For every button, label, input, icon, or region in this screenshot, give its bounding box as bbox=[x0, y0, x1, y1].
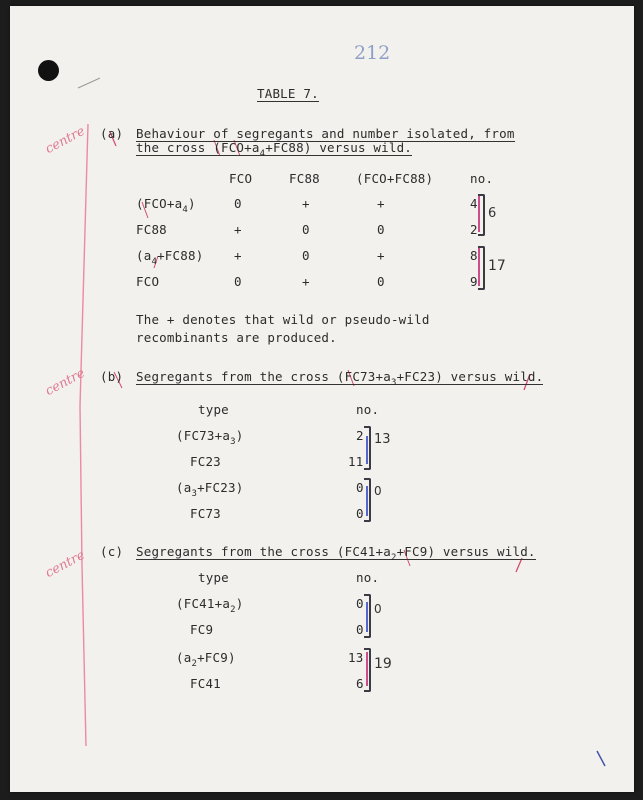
pen-mark bbox=[366, 436, 368, 464]
section-b-label: (b) bbox=[100, 369, 124, 384]
table-row-a4-no: 9 bbox=[470, 274, 478, 289]
section-b-heading: Segregants from the cross $(FC73+a_3+FC23)$ versus wild. bbox=[136, 369, 544, 388]
table-row-a2-v1: + bbox=[234, 222, 242, 237]
margin-note-b: centre bbox=[42, 365, 88, 399]
brace-total-b2: 0 bbox=[374, 484, 382, 498]
table-row-c2-name: FC9 bbox=[190, 622, 214, 637]
table-row-c4-name: FC41 bbox=[190, 676, 221, 691]
margin-note-a: centre bbox=[42, 123, 88, 157]
table-title: TABLE 7. bbox=[257, 86, 319, 101]
table-row-c3-name: $(a_2+FC9)$ bbox=[176, 650, 236, 669]
table-row-b3-no: 0 bbox=[356, 480, 364, 495]
table-row-a3-v3: + bbox=[377, 248, 385, 263]
table-row-a1-v2: + bbox=[302, 196, 310, 211]
pen-mark bbox=[366, 602, 368, 632]
table-row-a4-v3: 0 bbox=[377, 274, 385, 289]
col-header-fco-fc88: (FCO+FC88) bbox=[356, 171, 434, 186]
table-row-b3-name: $(a_3+FC23)$ bbox=[176, 480, 244, 499]
col-header-no-c: no. bbox=[356, 570, 380, 585]
table-row-c3-no: 13 bbox=[348, 650, 364, 665]
table-row-b1-no: 2 bbox=[356, 428, 364, 443]
brace-total-c2: 19 bbox=[374, 656, 392, 672]
table-row-b2-no: 11 bbox=[348, 454, 364, 469]
table-row-a4-v1: 0 bbox=[234, 274, 242, 289]
editor-markup bbox=[10, 6, 634, 792]
section-a-heading-2: the cross $(FCO+a_4+FC88)$ versus wild. bbox=[136, 140, 413, 159]
table-row-a3-no: 8 bbox=[470, 248, 478, 263]
table-row-a3-v1: + bbox=[234, 248, 242, 263]
table-row-a3-v2: 0 bbox=[302, 248, 310, 263]
table-row-b1-name: $(FC73+a_3)$ bbox=[176, 428, 244, 447]
note-line-1: The + denotes that wild or pseudo-wild bbox=[136, 312, 430, 327]
col-header-fc88: FC88 bbox=[289, 171, 320, 186]
brace-total-b1: 13 bbox=[374, 432, 391, 447]
col-header-fco: FCO bbox=[229, 171, 253, 186]
table-row-c1-name: $(FC41+a_2)$ bbox=[176, 596, 244, 615]
margin-note-c: centre bbox=[42, 547, 88, 581]
col-header-type-c: type bbox=[198, 570, 229, 585]
table-row-a2-v2: 0 bbox=[302, 222, 310, 237]
brace-total-a2: 17 bbox=[488, 258, 506, 274]
section-a-label: (a) bbox=[100, 126, 124, 141]
pen-mark bbox=[366, 486, 368, 516]
page-number: 212 bbox=[354, 42, 391, 64]
col-header-no: no. bbox=[470, 171, 494, 186]
pen-mark bbox=[366, 652, 368, 686]
section-a-heading-1: Behaviour of segregants and number isolated, from bbox=[136, 126, 515, 141]
pen-mark bbox=[478, 196, 480, 232]
table-row-c2-no: 0 bbox=[356, 622, 364, 637]
table-row-a1-name: $(FCO+a_4)$ bbox=[136, 196, 196, 215]
table-row-a4-name: FCO bbox=[136, 274, 160, 289]
note-line-2: recombinants are produced. bbox=[136, 330, 337, 345]
col-header-no-b: no. bbox=[356, 402, 380, 417]
table-row-b4-no: 0 bbox=[356, 506, 364, 521]
table-row-a2-name: FC88 bbox=[136, 222, 167, 237]
col-header-type-b: type bbox=[198, 402, 229, 417]
table-row-a1-v1: 0 bbox=[234, 196, 242, 211]
brace-total-c1: 0 bbox=[374, 602, 382, 616]
table-row-b2-name: FC23 bbox=[190, 454, 221, 469]
table-row-c1-no: 0 bbox=[356, 596, 364, 611]
section-c-heading: Segregants from the cross $(FC41+a_2+FC9)$ versus wild. bbox=[136, 544, 536, 563]
table-row-c4-no: 6 bbox=[356, 676, 364, 691]
table-row-b4-name: FC73 bbox=[190, 506, 221, 521]
brace-total-a1: 6 bbox=[488, 206, 497, 221]
table-row-a3-name: $(a_4+FC88)$ bbox=[136, 248, 204, 267]
table-row-a1-no: 4 bbox=[470, 196, 478, 211]
table-row-a1-v3: + bbox=[377, 196, 385, 211]
pen-mark bbox=[478, 248, 480, 286]
section-c-label: (c) bbox=[100, 544, 124, 559]
document-page bbox=[10, 6, 634, 792]
table-row-a2-v3: 0 bbox=[377, 222, 385, 237]
table-row-a2-no: 2 bbox=[470, 222, 478, 237]
table-row-a4-v2: + bbox=[302, 274, 310, 289]
